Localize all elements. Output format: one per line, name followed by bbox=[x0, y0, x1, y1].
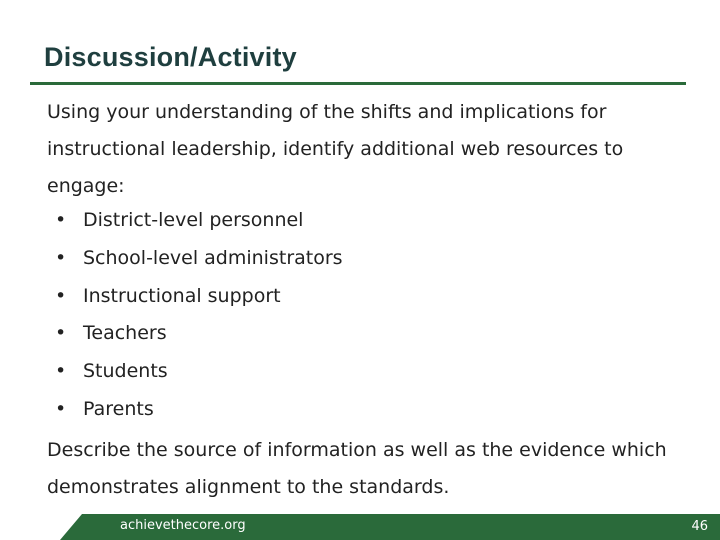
title-rule bbox=[30, 82, 686, 85]
list-item: • Parents bbox=[55, 391, 343, 429]
footer bbox=[0, 514, 720, 540]
outro-text: Describe the source of information as well as the evidence which demonstrates alignment to the standards. bbox=[47, 439, 667, 498]
list-item: • School-level administrators bbox=[55, 240, 343, 278]
list-item: • Instructional support bbox=[55, 278, 343, 316]
footer-bar bbox=[0, 514, 720, 540]
bullet-icon: • bbox=[55, 397, 67, 420]
bullet-list bbox=[55, 202, 343, 429]
intro-text: Using your understanding of the shifts and implications for instructional leadership, identify additional web resources to engage: bbox=[47, 101, 624, 197]
bullet-icon: • bbox=[55, 284, 67, 307]
bullet-icon: • bbox=[55, 360, 67, 383]
bullet-icon: • bbox=[55, 246, 67, 269]
bullet-icon: • bbox=[55, 322, 67, 345]
list-item: • District-level personnel bbox=[55, 202, 343, 240]
footer-site: achievethecore.org bbox=[120, 518, 246, 533]
page-number: 46 bbox=[691, 519, 708, 534]
slide-title: Discussion/Activity bbox=[44, 42, 297, 72]
list-item: • Students bbox=[55, 353, 343, 391]
bullet-icon: • bbox=[55, 209, 67, 231]
list-item: • Teachers bbox=[55, 315, 343, 353]
